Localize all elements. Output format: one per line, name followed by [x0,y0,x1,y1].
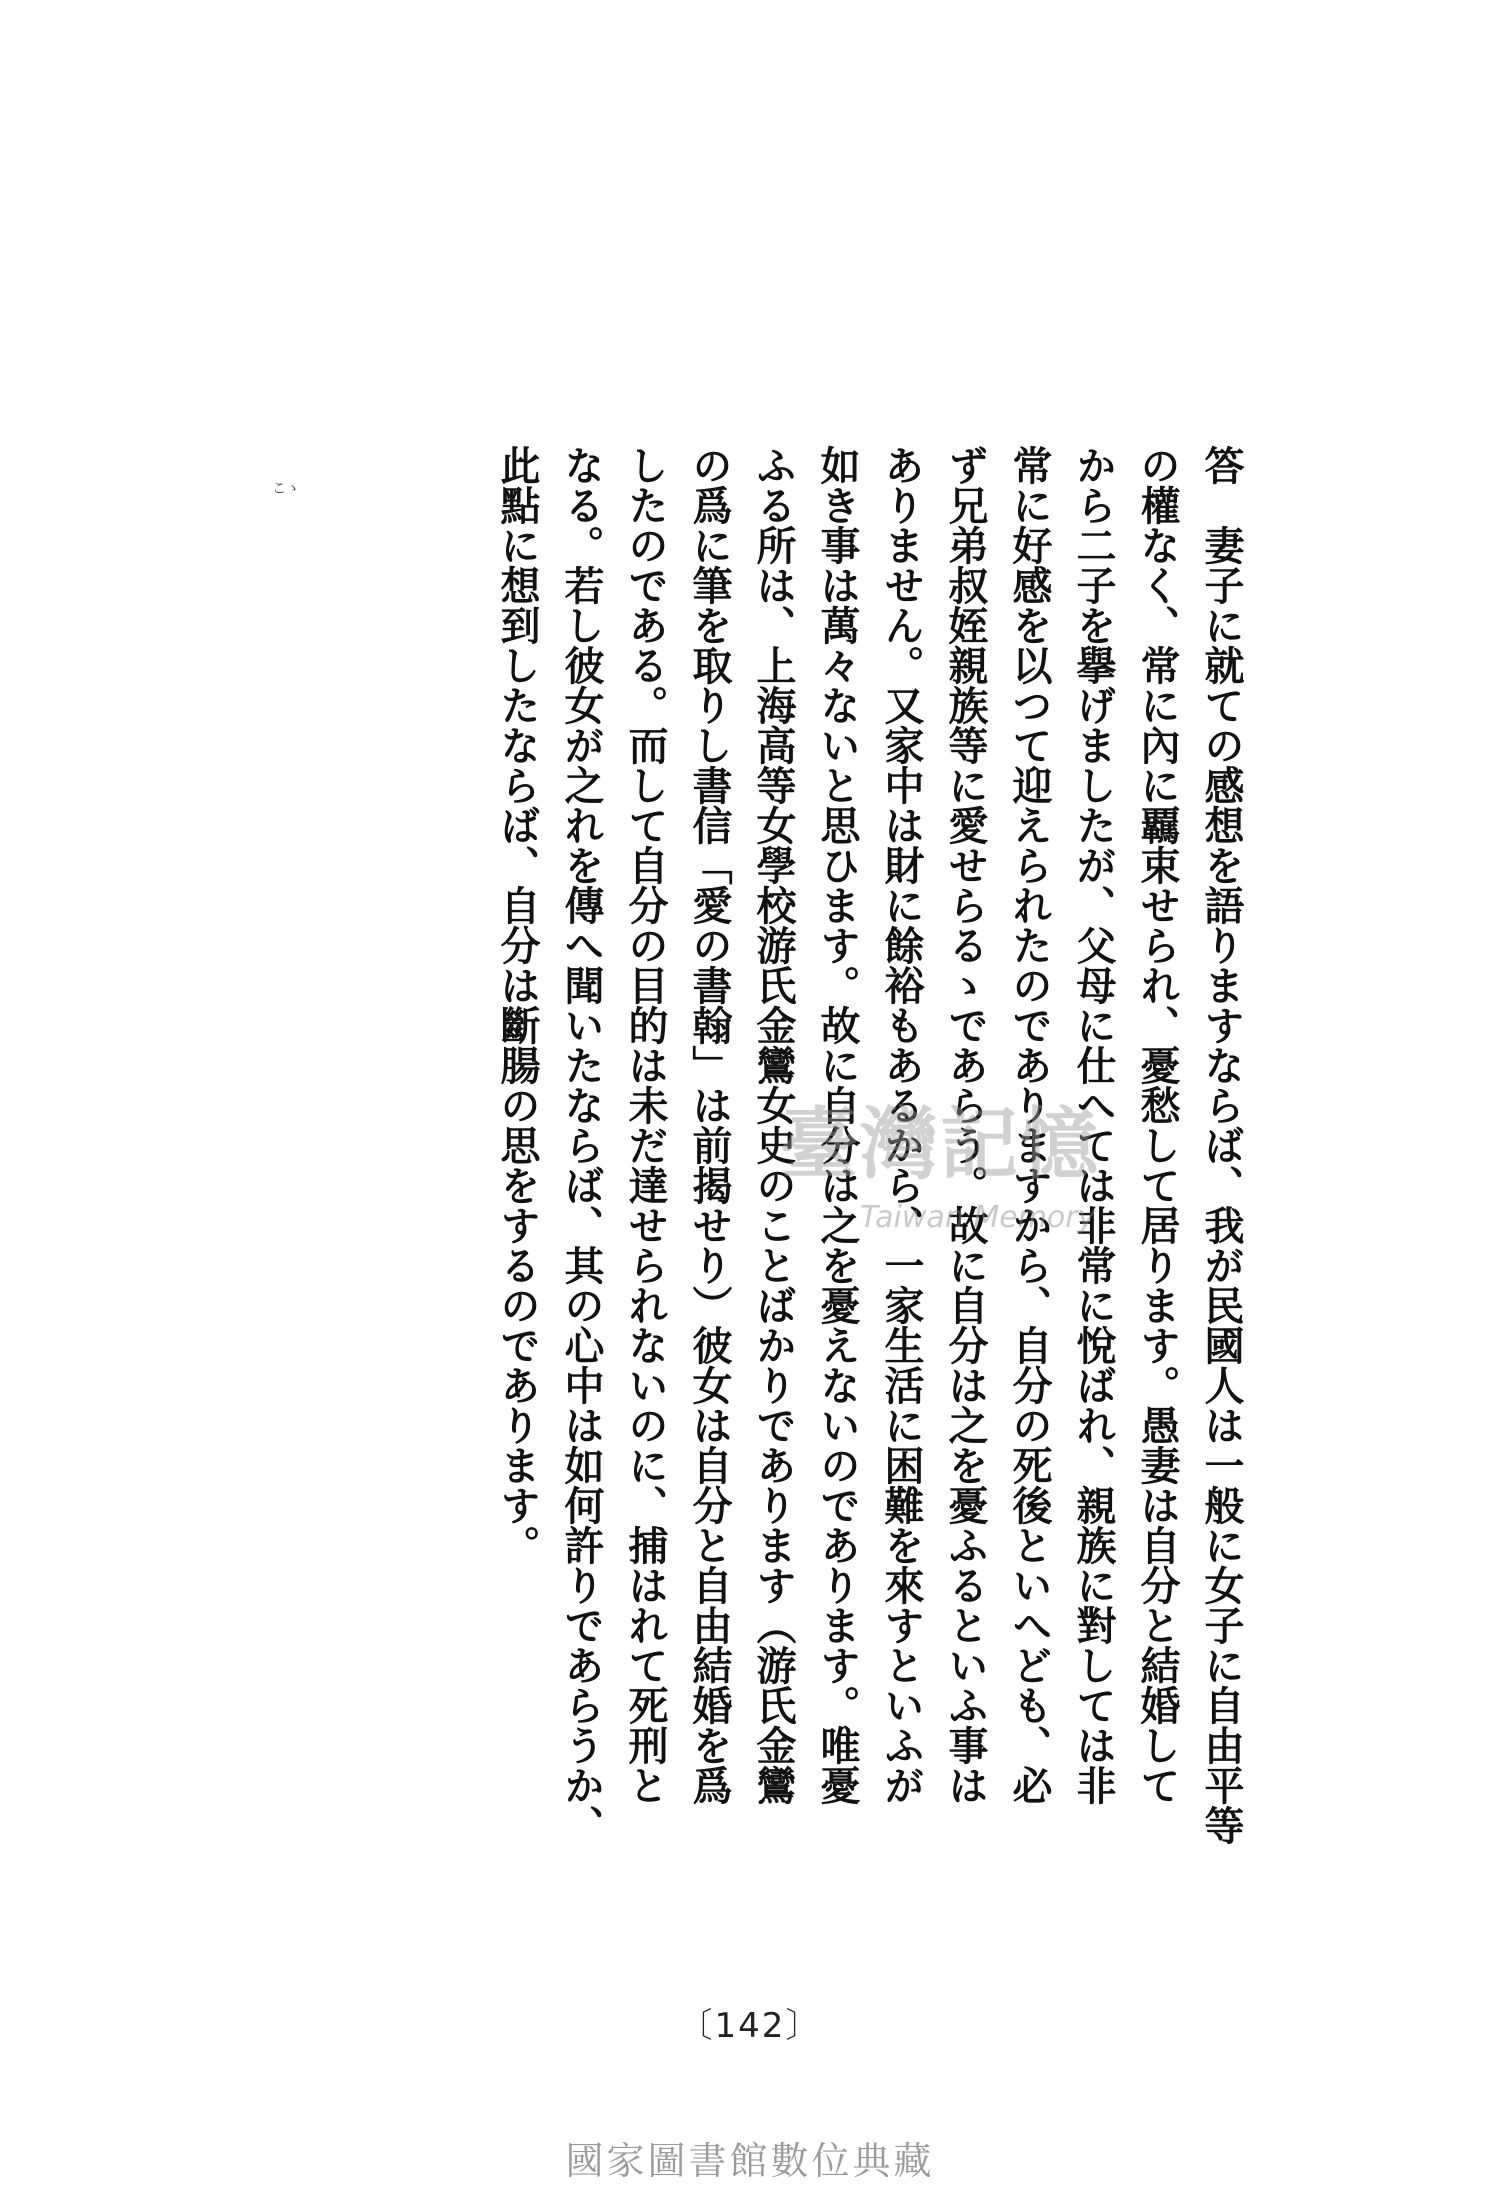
text-column-3: から二子を擧げましたが、父母に仕へては非常に悅ばれ、親族に對しては非 [1070,445,1117,1805]
text-column-12: 此點に想到したならば、自分は斷腸の思をするのであります。 [494,445,541,1565]
ruby-annotation: こゝ [272,481,300,497]
page-number: 〔142〕 [678,2006,822,2046]
text-column-6: ありません。又家中は財に餘裕もあるから、一家生活に困難を來すといふが [878,445,925,1805]
library-footer: 國家圖書館數位典藏 [565,2139,935,2183]
text-column-7: 如き事は萬々ないと思ひます。故に自分は之を憂えないのであります。唯憂 [814,445,861,1805]
text-column-9: の爲に筆を取りし書信「愛の書翰」は前揭せり）彼女は自分と自由結婚を爲 [686,445,733,1805]
text-column-4: 常に好感を以つて迎えられたのでありますから、自分の死後といへども、必 [1006,445,1053,1805]
text-column-8: ふる所は、上海高等女學校游氏金鸞女史のことばかりであります（游氏金鸞 [750,445,797,1805]
watermark-chinese-text: 臺灣記憶 [780,1099,1101,1190]
watermark-english-text: Taiwan Memory [860,1200,1096,1235]
text-column-2: の權なく、常に內に覊束せられ、憂愁して居ります。愚妻は自分と結婚して [1134,445,1181,1805]
text-column-10: したのである。而して自分の目的は未だ達せられないのに、捕はれて死刑と [622,445,669,1805]
text-column-1: 答 妻子に就ての感想を語りますならば、我が民國人は一般に女子に自由平等 [1198,445,1245,1845]
text-column-11: なる。若し彼女が之れを傳へ聞いたならば、其の心中は如何許りであらうか、 [558,445,605,1845]
vertical-text-body [205,445,1245,1845]
text-column-5: ず兄弟叔姪親族等に愛せらるゝであらう。故に自分は之を憂ふるといふ事は [942,445,989,1805]
